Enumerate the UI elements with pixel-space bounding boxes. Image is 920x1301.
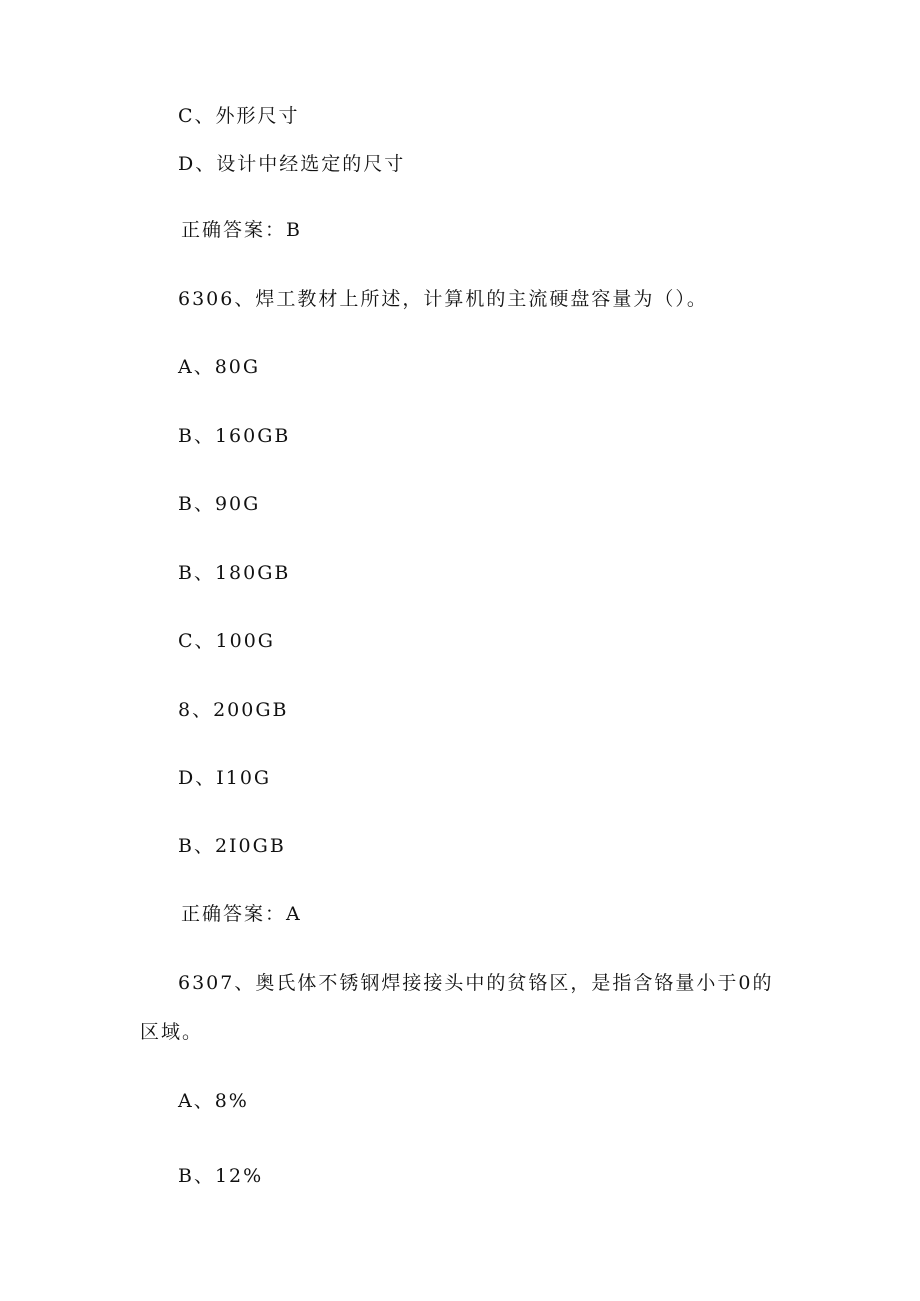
question-6306-answer: 正确答案：A	[181, 903, 302, 925]
question-6307-option: A、8%	[178, 1090, 249, 1112]
question-6307-stem: 6307、奥氏体不锈钢焊接接头中的贫铬区，是指含铬量小于0的	[178, 972, 774, 994]
question-6306-option: A、80G	[178, 356, 261, 378]
question-6306-option: B、160GB	[178, 425, 291, 447]
question-6306-option: 8、200GB	[178, 699, 289, 721]
prev-option-c: C、外形尺寸	[178, 105, 300, 127]
question-6306-stem: 6306、焊工教材上所述，计算机的主流硬盘容量为（）。	[178, 288, 708, 310]
question-6306-option: B、180GB	[178, 562, 291, 584]
question-6306-option: D、I10G	[178, 767, 272, 789]
question-6306-option: C、100G	[178, 630, 275, 652]
question-6307-stem-continued: 区域。	[140, 1021, 204, 1043]
prev-answer: 正确答案：B	[181, 219, 302, 241]
prev-option-d: D、设计中经选定的尺寸	[178, 153, 406, 175]
question-6307-option: B、12%	[178, 1165, 264, 1187]
question-6306-option: B、90G	[178, 493, 261, 515]
question-6306-option: B、2I0GB	[178, 835, 286, 857]
